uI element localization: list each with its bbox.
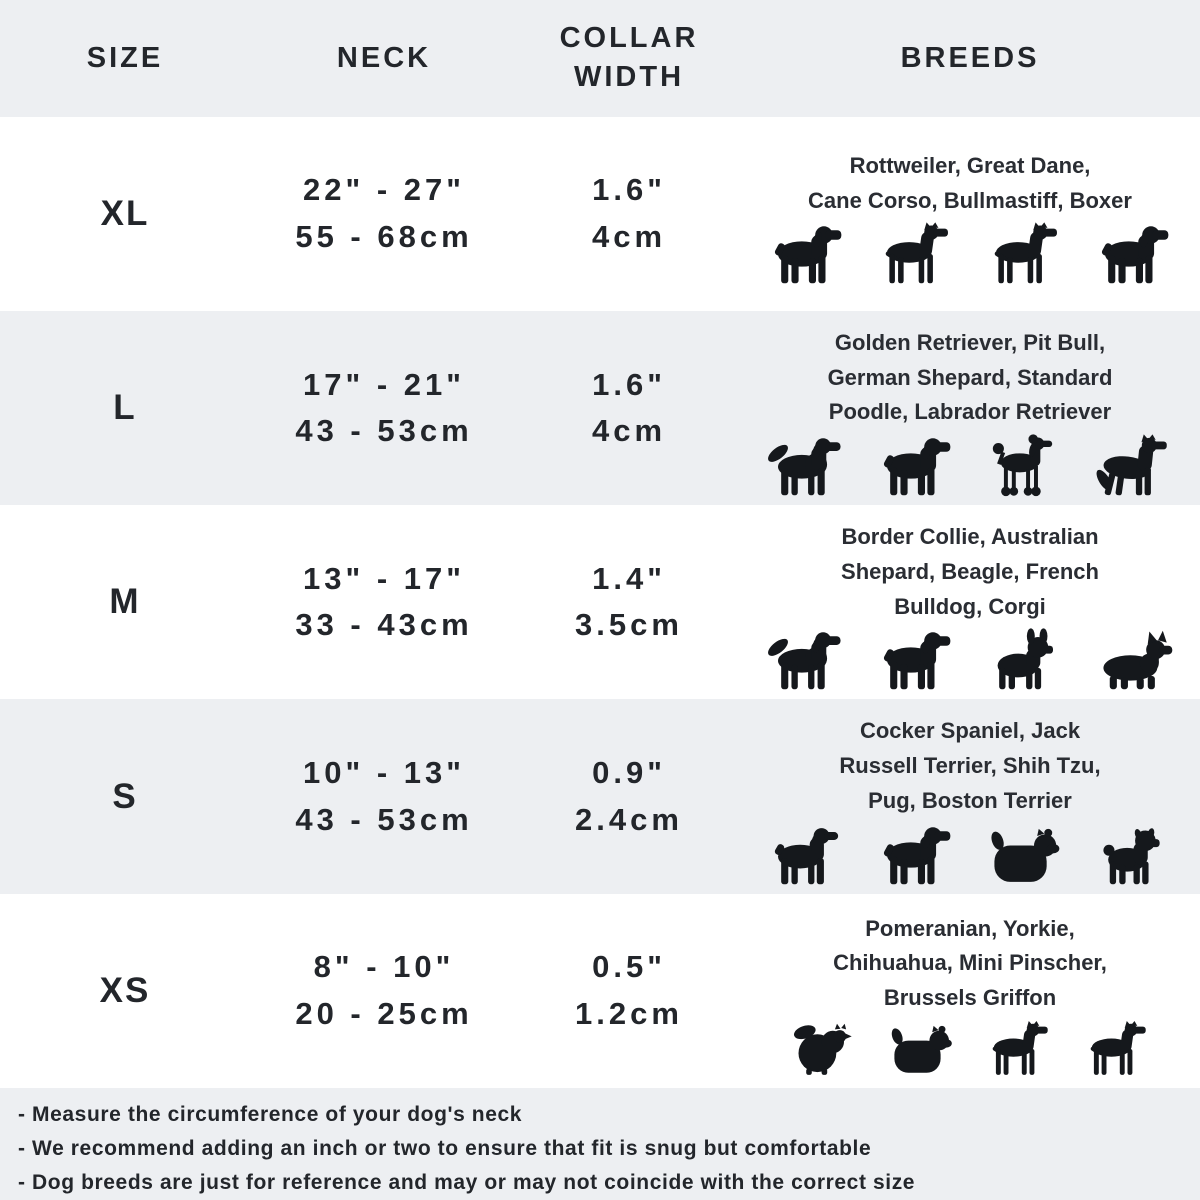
table-row-xs xyxy=(0,894,1200,1088)
header-breeds: BREEDS xyxy=(900,41,1040,74)
yorkie-icon xyxy=(879,1020,963,1078)
size-label: XS xyxy=(99,970,151,1010)
collar-width-inches: 0.9" xyxy=(592,755,666,791)
neck-inches: 8" - 10" xyxy=(313,949,455,985)
french-bulldog-icon xyxy=(977,628,1072,692)
rottweiler-icon xyxy=(759,222,854,286)
neck-cm: 55 - 68cm xyxy=(295,218,473,254)
corgi-icon xyxy=(1086,628,1181,692)
great-dane-icon xyxy=(868,222,963,286)
header-neck: NECK xyxy=(336,41,432,74)
breed-icons xyxy=(759,628,1181,692)
breeds-text-line: Chihuahua, Mini Pinscher, xyxy=(833,950,1107,976)
breed-icons xyxy=(759,222,1181,286)
cane-corso-icon xyxy=(977,222,1072,286)
header-collar-width: COLLAR WIDTH xyxy=(559,22,699,94)
header-size: SIZE xyxy=(86,41,164,74)
table-row-s xyxy=(0,699,1200,893)
collar-width-inches: 1.4" xyxy=(592,560,666,596)
neck-inches: 22" - 27" xyxy=(303,172,465,208)
neck-cm: 20 - 25cm xyxy=(295,995,473,1031)
beagle-icon xyxy=(868,628,963,692)
breeds-text-line: Cocker Spaniel, Jack xyxy=(859,718,1081,744)
collar-width-cm: 2.4cm xyxy=(575,801,683,837)
breeds-text-line: Golden Retriever, Pit Bull, xyxy=(834,329,1106,355)
shih-tzu-icon xyxy=(977,823,1072,887)
collar-width-cm: 4cm xyxy=(591,413,667,448)
breeds-text-line: Bulldog, Corgi xyxy=(894,593,1046,619)
breeds-text-line: Border Collie, Australian xyxy=(841,524,1099,550)
collar-width-inches: 1.6" xyxy=(592,366,666,402)
collar-width-cm: 4cm xyxy=(591,218,667,254)
breed-icons xyxy=(781,1020,1159,1078)
jack-russell-terrier-icon xyxy=(868,823,963,887)
min-pin-icon xyxy=(1075,1020,1159,1078)
neck-inches: 13" - 17" xyxy=(303,560,465,596)
size-label: L xyxy=(113,388,137,427)
chihuahua-icon xyxy=(977,1020,1061,1078)
note-add-inch: - We recommend adding an inch or two to ensure that fit is snug but comfortable xyxy=(18,1136,872,1160)
breeds-text-line: Russell Terrier, Shih Tzu, xyxy=(839,753,1101,779)
neck-inches: 10" - 13" xyxy=(303,755,465,791)
sizing-notes xyxy=(0,1088,1200,1200)
cocker-spaniel-icon xyxy=(759,823,854,887)
collar-width-inches: 1.6" xyxy=(592,172,666,208)
german-shepherd-icon xyxy=(1086,434,1181,498)
breeds-text-line: Shepard, Beagle, French xyxy=(841,558,1099,584)
table-header xyxy=(0,0,1200,117)
breeds-text-line: Brussels Griffon xyxy=(883,985,1057,1011)
breeds-text-line: Rottweiler, Great Dane, xyxy=(849,152,1091,178)
australian-shepherd-icon xyxy=(759,628,854,692)
breed-icons xyxy=(759,434,1181,498)
neck-cm: 43 - 53cm xyxy=(295,413,473,448)
neck-cm: 43 - 53cm xyxy=(295,801,473,837)
breeds-text-line: Poodle, Labrador Retriever xyxy=(828,399,1112,425)
bullmastiff-icon xyxy=(1086,222,1181,286)
table-row-xl xyxy=(0,117,1200,311)
neck-inches: 17" - 21" xyxy=(303,366,465,402)
size-label: S xyxy=(112,776,138,816)
size-label: XL xyxy=(100,193,150,233)
breeds-text-line: German Shepard, Standard xyxy=(827,364,1113,390)
table-row-m xyxy=(0,505,1200,699)
breeds-text-line: Cane Corso, Bullmastiff, Boxer xyxy=(808,187,1132,213)
breed-icons xyxy=(759,823,1181,887)
breeds-text-line: Pug, Boston Terrier xyxy=(868,787,1072,813)
neck-cm: 33 - 43cm xyxy=(295,607,473,643)
pomeranian-icon xyxy=(781,1020,865,1078)
collar-width-cm: 3.5cm xyxy=(575,607,683,643)
table-row-l xyxy=(0,311,1200,505)
collar-width-inches: 0.5" xyxy=(592,949,666,985)
collar-width-cm: 1.2cm xyxy=(575,995,683,1031)
breeds-text-line: Pomeranian, Yorkie, xyxy=(865,915,1075,941)
size-label: M xyxy=(109,582,141,622)
pug-icon xyxy=(1086,823,1181,887)
golden-retriever-icon xyxy=(759,434,854,498)
note-breeds-reference: - Dog breeds are just for reference and may or may not coincide with the correct size xyxy=(18,1170,916,1194)
labrador-retriever-icon xyxy=(868,434,963,498)
standard-poodle-icon xyxy=(977,434,1072,498)
note-measure-neck: - Measure the circumference of your dog's neck xyxy=(18,1102,523,1126)
